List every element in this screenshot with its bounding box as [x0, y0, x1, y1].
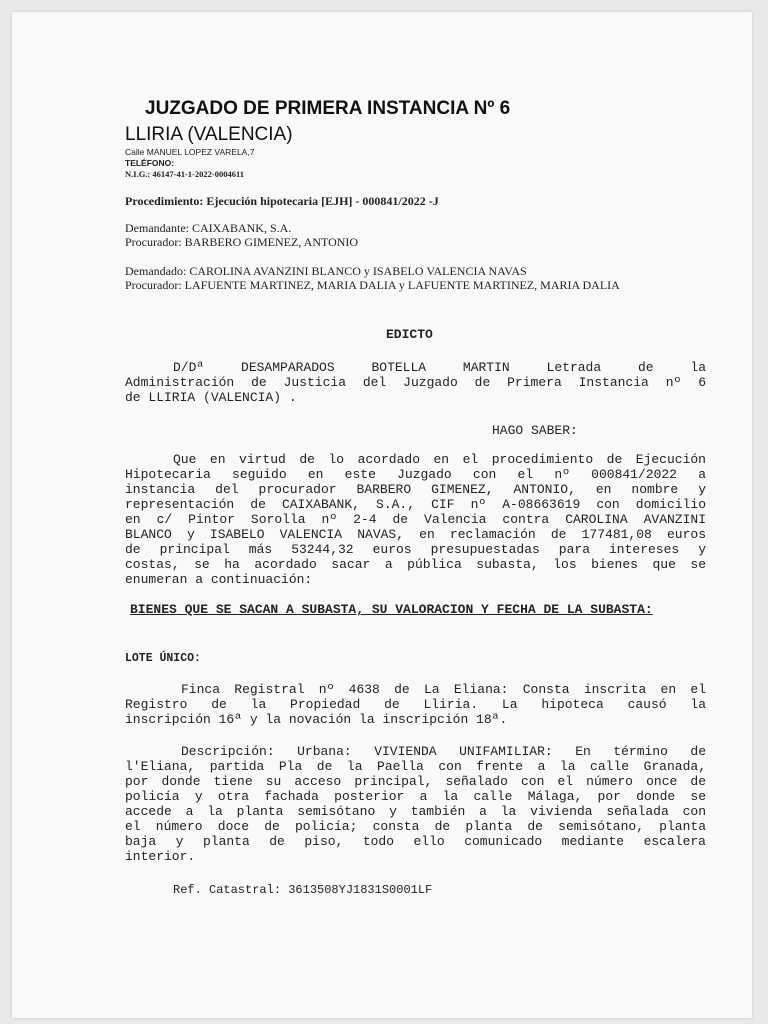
body-line: enumeran a continuación:: [125, 572, 313, 587]
finca-line: inscripción 16ª y la novación la inscripción 18ª.: [125, 712, 508, 727]
body-line: Que en virtud de lo acordado en el procedimiento de Ejecución: [173, 452, 706, 467]
nig-number: N.I.G.: 46147-41-1-2022-0004611: [125, 169, 244, 179]
descripcion-line: accede a la planta semisótano y también a la vivienda señalada con: [125, 804, 706, 819]
plaintiff-line: Demandante: CAIXABANK, S.A.: [125, 221, 292, 235]
edict-title: EDICTO: [386, 327, 433, 342]
hago-saber: HAGO SABER:: [492, 423, 578, 438]
descripcion-line: interior.: [125, 849, 196, 864]
body-line: representación de CAIXABANK, S.A., CIF nº A-08663619 con domicilio: [125, 497, 706, 512]
body-line: en c/ Pintor Sorolla nº 2-4 de Valencia contra CAROLINA AVANZINI: [125, 512, 706, 527]
body-line: de principal más 53244,32 euros presupuestadas para intereses y: [125, 542, 706, 557]
lote-label: LOTE ÚNICO:: [125, 652, 201, 665]
body-line: BLANCO y ISABELO VALENCIA NAVAS, en reclamación de 177481,08 euros: [125, 527, 706, 542]
court-name: JUZGADO DE PRIMERA INSTANCIA Nº 6: [145, 98, 511, 119]
plaintiff-attorney-line: Procurador: BARBERO GIMENEZ, ANTONIO: [125, 235, 359, 249]
intro-line: de LLIRIA (VALENCIA) .: [125, 390, 297, 405]
body-line: costas, se ha acordado sacar a pública subasta, los bienes que se: [125, 557, 706, 572]
descripcion-line: por donde tiene su acceso principal, señalado con el número once de: [125, 774, 706, 789]
defendant-line: Demandado: CAROLINA AVANZINI BLANCO y ISABELO VALENCIA NAVAS: [125, 264, 527, 278]
bienes-heading: BIENES QUE SE SACAN A SUBASTA, SU VALORACION Y FECHA DE LA SUBASTA:: [130, 602, 653, 617]
finca-line: Finca Registral nº 4638 de La Eliana: Consta inscrita en el: [181, 682, 706, 697]
procedure-line: Procedimiento: Ejecución hipotecaria [EJH] - 000841/2022 -J: [125, 194, 439, 208]
court-city: LLIRIA (VALENCIA): [125, 124, 293, 145]
defendant-attorney-line: Procurador: LAFUENTE MARTINEZ, MARIA DALIA y LAFUENTE MARTINEZ, MARIA DALIA: [125, 278, 620, 292]
body-line: instancia del procurador BARBERO GIMENEZ, ANTONIO, en nombre y: [125, 482, 706, 497]
intro-line: D/Dª DESAMPARADOS BOTELLA MARTIN Letrada de la: [173, 360, 706, 375]
descripcion-line: el número doce de policía; consta de planta de semisótano, planta: [125, 819, 706, 834]
court-address: Calle MANUEL LOPEZ VARELA,7: [125, 147, 255, 157]
descripcion-line: l'Eliana, partida Pla de la Paella con frente a la calle Granada,: [125, 759, 706, 774]
descripcion-line: policía y otra fachada posterior a la calle Málaga, por donde se: [125, 789, 706, 804]
descripcion-line: Descripción: Urbana: VIVIENDA UNIFAMILIAR: En término de: [181, 744, 706, 759]
ref-catastral: Ref. Catastral: 3613508YJ1831S0001LF: [173, 883, 433, 897]
body-line: Hipotecaria seguido en este Juzgado con el nº 000841/2022 a: [125, 467, 706, 482]
court-phone-label: TELÉFONO:: [125, 158, 175, 168]
descripcion-line: baja y planta de piso, todo ello comunicado mediante escalera: [125, 834, 706, 849]
intro-line: Administración de Justicia del Juzgado de Primera Instancia nº 6: [125, 375, 706, 390]
finca-line: Registro de la Propiedad de Lliria. La hipoteca causó la: [125, 697, 706, 712]
